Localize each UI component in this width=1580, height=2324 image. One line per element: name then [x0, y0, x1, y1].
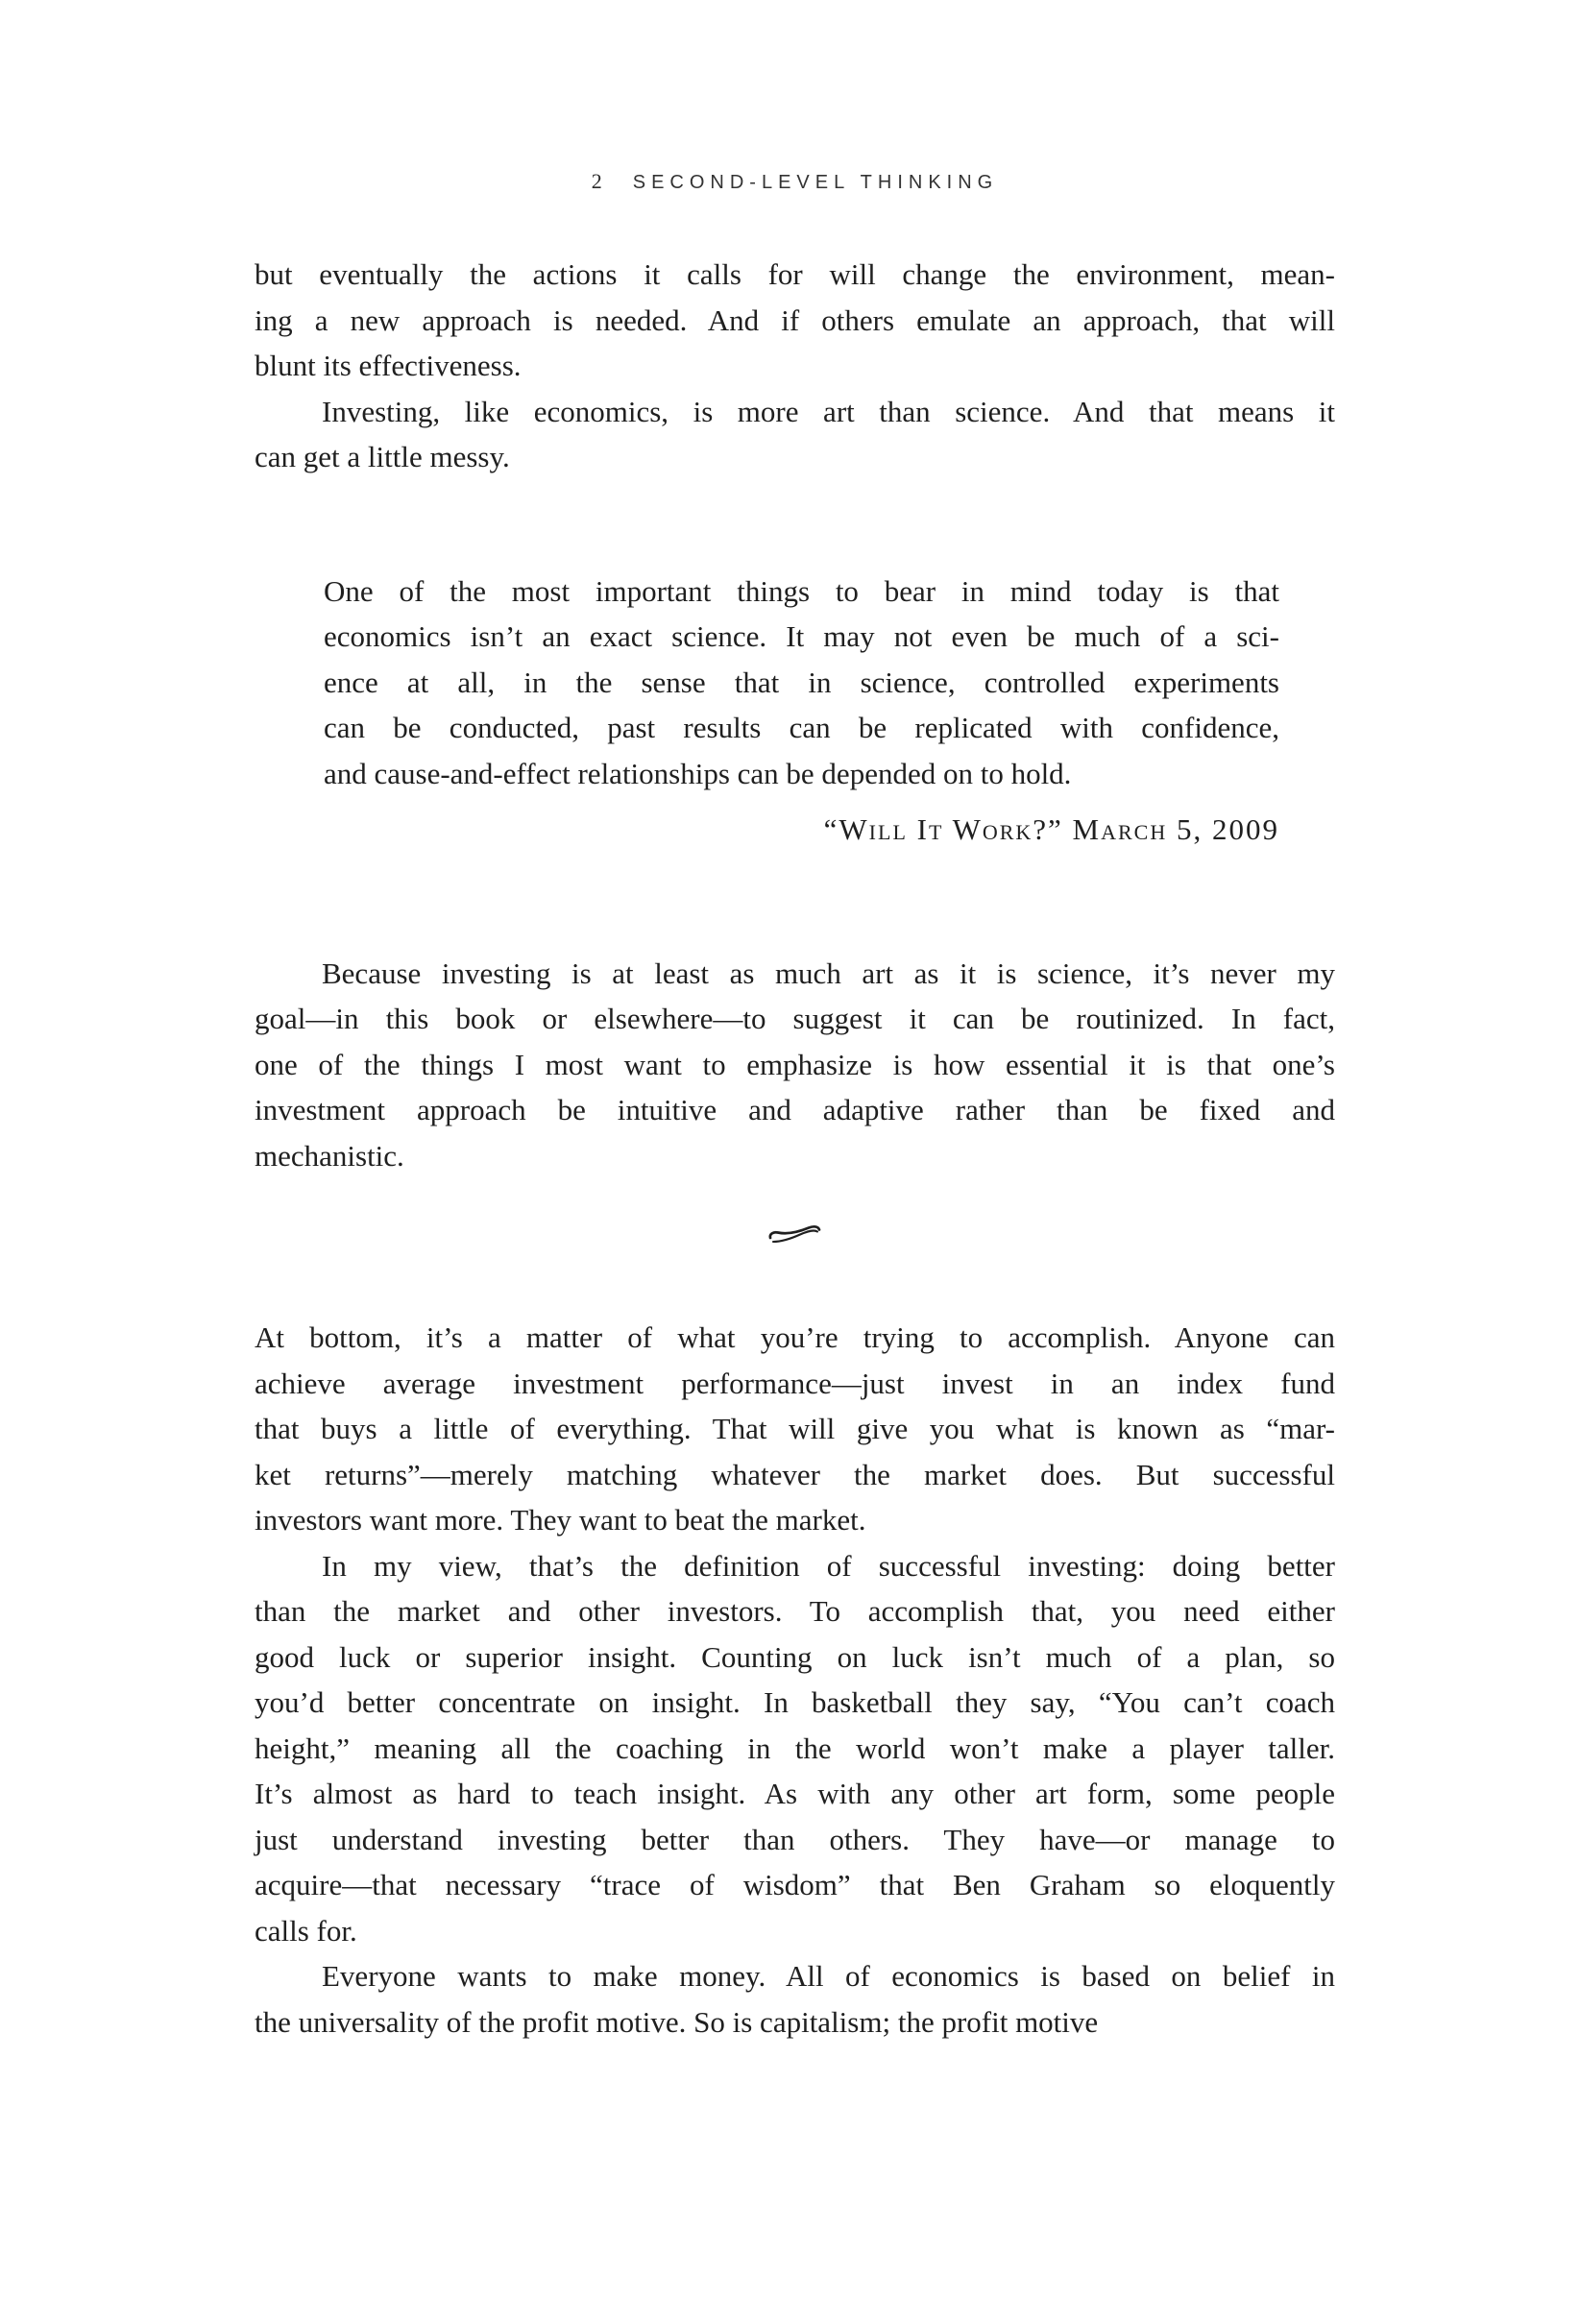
ornament-divider — [255, 1223, 1335, 1248]
quote-line: can be conducted, past results can be replicated with confidence, — [324, 711, 1279, 744]
running-header — [255, 169, 1335, 195]
quote-line: ence at all, in the sense that in science, controlled experiments — [324, 665, 1279, 699]
text-line: At bottom, it’s a matter of what you’re trying to accomplish. Anyone can — [255, 1320, 1335, 1354]
text-section — [255, 1315, 1335, 2045]
text-line: investors want more. They want to beat the market. — [255, 1503, 866, 1537]
text-line: Investing, like economics, is more art than science. And that means it — [322, 394, 1335, 428]
chapter-number: 2 — [591, 169, 602, 193]
body-text — [255, 252, 1335, 2045]
text-line: can get a little messy. — [255, 440, 510, 473]
text-line: achieve average investment performance—just invest in an index fund — [255, 1366, 1335, 1400]
quote-citation: “Will It Work?” March 5, 2009 — [823, 812, 1279, 846]
text-line: the universality of the profit motive. So is capitalism; the profit motive — [255, 2004, 1099, 2039]
quote-line: and cause-and-effect relationships can be depended on to hold. — [324, 756, 1072, 790]
text-section — [255, 252, 1335, 480]
text-line: goal—in this book or elsewhere—to suggest it can be routinized. In fact, — [255, 1002, 1335, 1035]
text-block — [255, 0, 1335, 2045]
paragraph — [255, 1315, 1335, 1543]
text-line: investment approach be intuitive and adaptive rather than be fixed and — [255, 1093, 1335, 1126]
text-line: just understand investing better than others. They have—or manage to — [255, 1822, 1335, 1856]
text-line: but eventually the actions it calls for will change the environment, mean- — [255, 257, 1335, 291]
text-line: than the market and other investors. To accomplish that, you need either — [255, 1594, 1335, 1628]
text-line: calls for. — [255, 1913, 357, 1948]
text-line: mechanistic. — [255, 1138, 404, 1173]
text-line: you’d better concentrate on insight. In basketball they say, “You can’t coach — [255, 1685, 1335, 1719]
quote-line: One of the most important things to bear in mind today is that — [324, 573, 1279, 608]
text-line: Everyone wants to make money. All of economics is based on belief in — [322, 1959, 1335, 1993]
text-section — [255, 951, 1335, 1179]
paragraph — [255, 252, 1335, 389]
text-line: height,” meaning all the coaching in the world won’t make a player taller. — [255, 1731, 1335, 1765]
text-line: blunt its effectiveness. — [255, 349, 522, 382]
text-line: one of the things I most want to emphasize is how essential it is that one’s — [255, 1047, 1335, 1081]
text-line: that buys a little of everything. That will give you what is known as “mar- — [255, 1412, 1335, 1445]
paragraph — [255, 1953, 1335, 2045]
chapter-title: SECOND-LEVEL THINKING — [632, 172, 999, 193]
paragraph — [255, 1543, 1335, 1954]
text-line: good luck or superior insight. Counting on luck isn’t much of a plan, so — [255, 1639, 1335, 1674]
paragraph — [255, 389, 1335, 480]
text-line: Because investing is at least as much art as it is science, it’s never my — [322, 956, 1335, 990]
text-line: In my view, that’s the definition of successful investing: doing better — [322, 1548, 1335, 1583]
quote-line: economics isn’t an exact science. It may not even be much of a sci- — [324, 619, 1279, 653]
text-line: ing a new approach is needed. And if others emulate an approach, that will — [255, 303, 1335, 337]
text-line: It’s almost as hard to teach insight. As with any other art form, some people — [255, 1777, 1335, 1810]
block-quote — [255, 569, 1335, 853]
paragraph — [255, 951, 1335, 1179]
swash-ornament-icon — [767, 1223, 823, 1247]
text-line: ket returns”—merely matching whatever the market does. But successful — [255, 1457, 1335, 1491]
text-line: acquire—that necessary “trace of wisdom” that Ben Graham so eloquently — [255, 1868, 1335, 1901]
